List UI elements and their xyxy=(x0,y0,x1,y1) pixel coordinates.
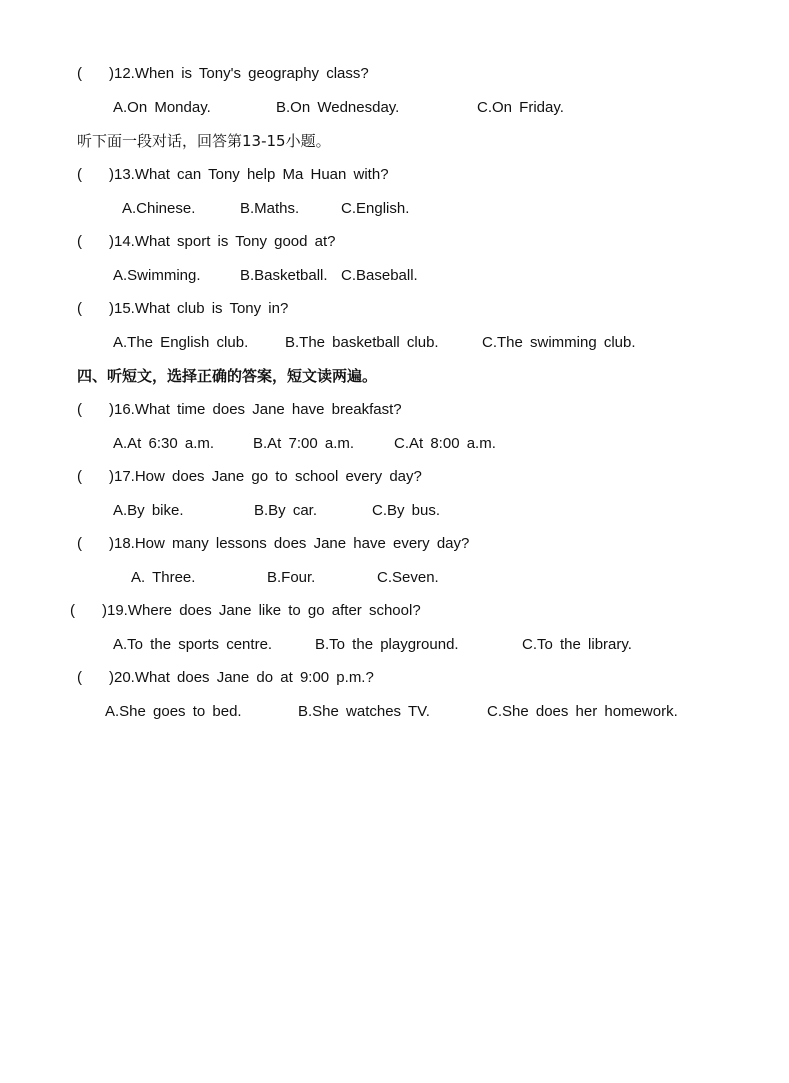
section-4-heading: 四、听短文，选择正确的答案，短文读两遍。 xyxy=(77,367,378,385)
option-c: C.On Friday. xyxy=(477,99,564,116)
option-a: A.At 6:30 a.m. xyxy=(113,435,215,452)
option-b: B.At 7:00 a.m. xyxy=(253,435,355,452)
option-a: A.Swimming. xyxy=(113,267,201,284)
option-b: B.She watches TV. xyxy=(298,703,430,720)
option-b: B.To the playground. xyxy=(315,636,459,653)
question-text: )20.What does Jane do at 9:00 p.m.? xyxy=(109,669,374,686)
answer-blank-paren[interactable]: ( xyxy=(77,166,82,183)
option-b: B.Four. xyxy=(267,569,316,586)
question-text: )15.What club is Tony in? xyxy=(109,300,289,317)
option-c: C.English. xyxy=(341,200,410,217)
question-text: )16.What time does Jane have breakfast? xyxy=(109,401,402,418)
answer-blank-paren[interactable]: ( xyxy=(77,65,82,82)
option-b: B.The basketball club. xyxy=(285,334,439,351)
option-b: B.On Wednesday. xyxy=(276,99,400,116)
answer-blank-paren[interactable]: ( xyxy=(70,602,75,619)
option-a: A.She goes to bed. xyxy=(105,703,242,720)
option-a: A.By bike. xyxy=(113,502,184,519)
answer-blank-paren[interactable]: ( xyxy=(77,535,82,552)
answer-blank-paren[interactable]: ( xyxy=(77,233,82,250)
answer-blank-paren[interactable]: ( xyxy=(77,669,82,686)
option-c: C.By bus. xyxy=(372,502,441,519)
option-c: C.She does her homework. xyxy=(487,703,678,720)
option-a: A.To the sports centre. xyxy=(113,636,273,653)
option-b: B.Basketball. xyxy=(240,267,328,284)
answer-blank-paren[interactable]: ( xyxy=(77,401,82,418)
instruction-13-15: 听下面一段对话，回答第13-15小题。 xyxy=(77,132,331,150)
option-c: C.Seven. xyxy=(377,569,439,586)
option-a: A.On Monday. xyxy=(113,99,211,116)
option-b: B.By car. xyxy=(254,502,318,519)
question-text: )17.How does Jane go to school every day? xyxy=(109,468,422,485)
answer-blank-paren[interactable]: ( xyxy=(77,468,82,485)
answer-blank-paren[interactable]: ( xyxy=(77,300,82,317)
question-text: )14.What sport is Tony good at? xyxy=(109,233,336,250)
option-c: C.Baseball. xyxy=(341,267,418,284)
option-b: B.Maths. xyxy=(240,200,300,217)
question-text: )12.When is Tony's geography class? xyxy=(109,65,369,82)
option-c: C.At 8:00 a.m. xyxy=(394,435,496,452)
option-c: C.The swimming club. xyxy=(482,334,636,351)
option-c: C.To the library. xyxy=(522,636,632,653)
question-text: )18.How many lessons does Jane have every day? xyxy=(109,535,470,552)
question-text: )13.What can Tony help Ma Huan with? xyxy=(109,166,389,183)
question-text: )19.Where does Jane like to go after school? xyxy=(102,602,421,619)
option-a: A. Three. xyxy=(131,569,196,586)
option-a: A.Chinese. xyxy=(122,200,196,217)
option-a: A.The English club. xyxy=(113,334,249,351)
